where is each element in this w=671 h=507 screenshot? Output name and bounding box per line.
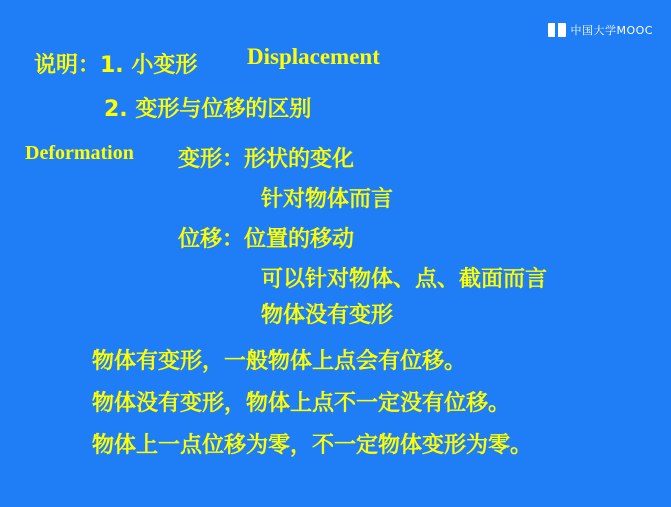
deformation-term: Deformation (25, 142, 134, 164)
deformation-definition: 变形：形状的变化 (178, 147, 355, 172)
header-item-2: 2. 变形与位移的区别 (104, 97, 312, 122)
displacement-term: Displacement (247, 44, 380, 69)
displacement-note-2: 物体没有变形 (261, 303, 394, 328)
mooc-logo (548, 22, 654, 38)
deformation-note: 针对物体而言 (261, 187, 394, 212)
header-label: 说明：1. 小变形 (34, 53, 198, 78)
displacement-note-1: 可以针对物体、点、截面而言 (261, 267, 548, 292)
conclusion-line-3: 物体上一点位移为零，不一定物体变形为零。 (92, 433, 533, 458)
mooc-logo-label: 中国大学MOOC (570, 24, 653, 37)
book-icon (548, 23, 566, 37)
displacement-definition: 位移：位置的移动 (178, 227, 355, 252)
conclusion-line-2: 物体没有变形，物体上点不一定没有位移。 (92, 391, 511, 416)
conclusion-line-1: 物体有变形，一般物体上点会有位移。 (92, 349, 467, 374)
